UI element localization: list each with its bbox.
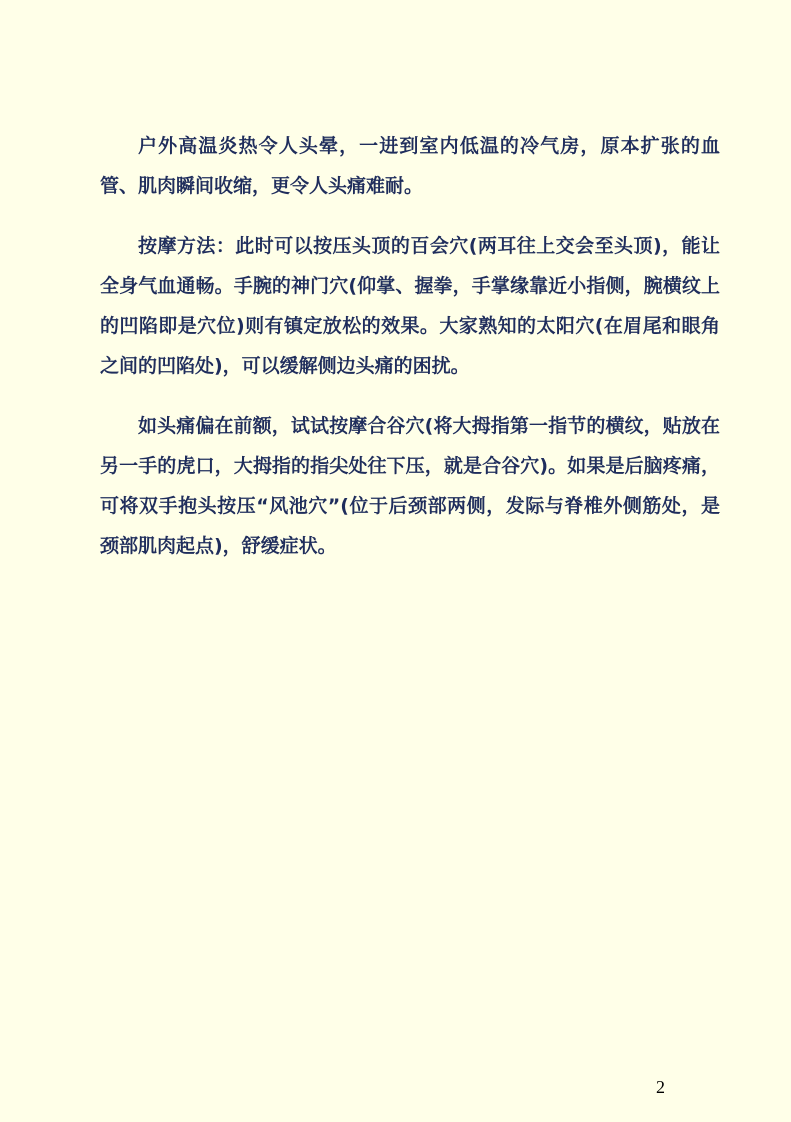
paragraph-forehead-headache: 如头痛偏在前额，试试按摩合谷穴(将大拇指第一指节的横纹，贴放在另一手的虎口，大拇指的指尖处往下压，就是合谷穴)。如果是后脑疼痛，可将双手抱头按压“风池穴”(位于后颈部两侧，发际与脊椎外侧筋处，是颈部肌肉起点)，舒缓症状。 [100,415,720,557]
paragraph-intro: 户外高温炎热令人头晕，一进到室内低温的冷气房，原本扩张的血管、肌肉瞬间收缩，更令人头痛难耐。 [100,135,720,197]
page-number: 2 [656,1077,665,1097]
document-body [100,126,720,586]
paragraph-massage-method: 按摩方法：此时可以按压头顶的百会穴(两耳往上交会至头顶)，能让全身气血通畅。手腕的神门穴(仰掌、握拳，手掌缘靠近小指侧，腕横纹上的凹陷即是穴位)则有镇定放松的效果。大家熟知的太阳穴(在眉尾和眼角之间的凹陷处)，可以缓解侧边头痛的困扰。 [100,235,720,377]
